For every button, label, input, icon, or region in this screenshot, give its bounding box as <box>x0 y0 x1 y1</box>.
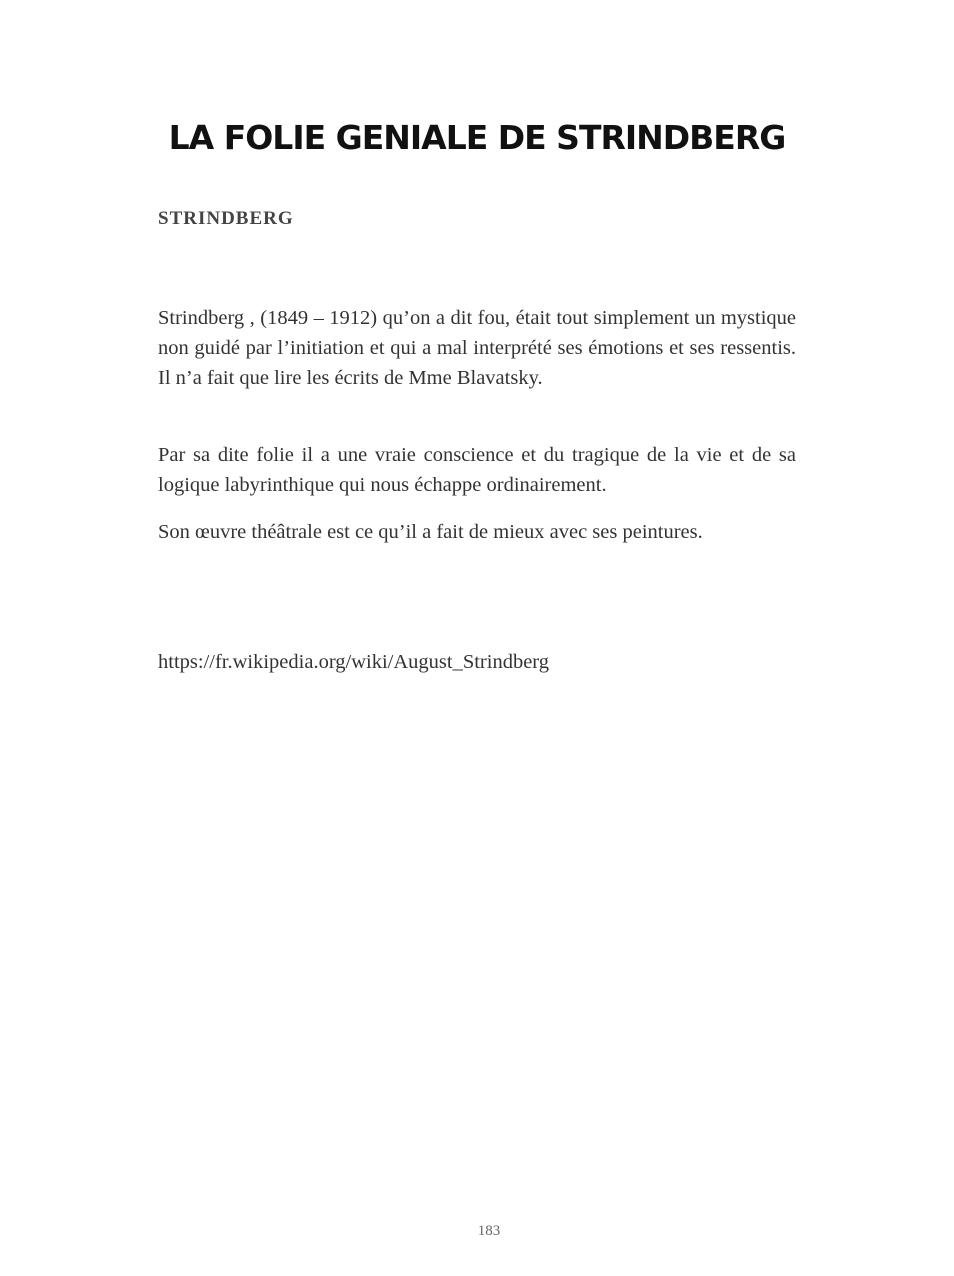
section-subtitle: STRINDBERG <box>158 208 294 229</box>
page-number: 183 <box>477 1223 501 1239</box>
paragraph-1: Strindberg , (1849 – 1912) qu’on a dit fou, était tout simplement un mystique non guidé par l’initiation et qui a mal interprété ses émotions et ses ressentis. Il n’a fait que lire les écrits de Mme Blavatsky. <box>158 307 796 389</box>
paragraph-3: Son œuvre théâtrale est ce qu’il a fait de mieux avec ses peintures. <box>158 521 703 543</box>
source-link[interactable]: https://fr.wikipedia.org/wiki/August_Strindberg <box>158 651 550 673</box>
paragraph-2: Par sa dite folie il a une vraie conscience et du tragique de la vie et de sa logique labyrinthique qui nous échappe ordinairement. <box>158 444 796 496</box>
page-title: LA FOLIE GENIALE DE STRINDBERG <box>168 118 786 157</box>
